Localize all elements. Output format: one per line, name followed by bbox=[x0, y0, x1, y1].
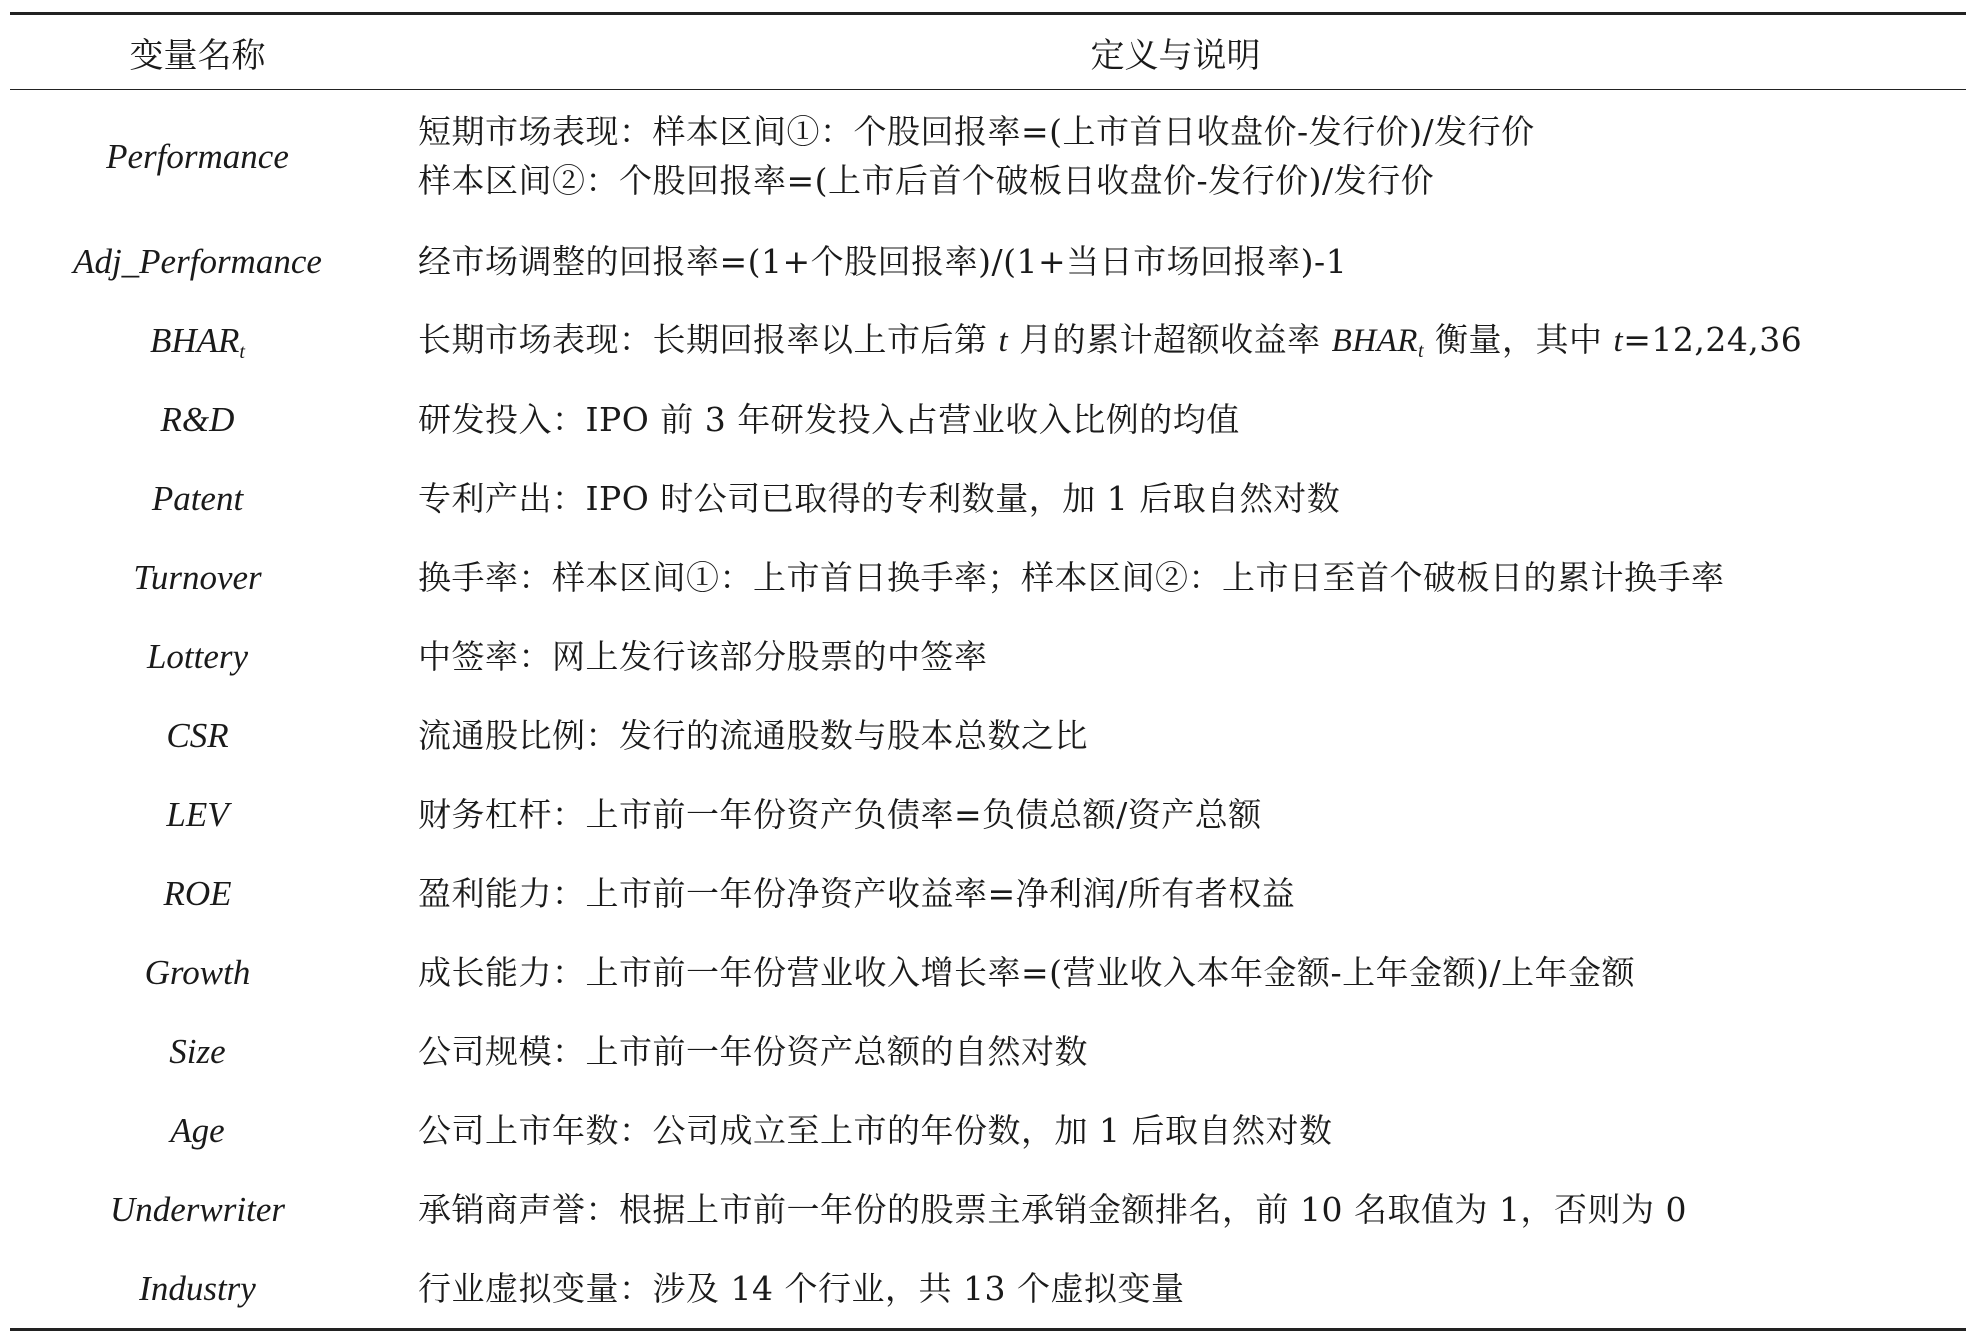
definition-line: 短期市场表现：样本区间①：个股回报率=(上市首日收盘价-发行价)/发行价 bbox=[418, 112, 1535, 151]
table-row bbox=[10, 1012, 1966, 1091]
table-header bbox=[10, 14, 1966, 90]
definition-text: 衡量，其中 bbox=[1424, 320, 1614, 359]
table-row bbox=[10, 538, 1966, 617]
variable-name: Performance bbox=[106, 136, 289, 176]
variable-name: ROE bbox=[163, 874, 232, 913]
variable-name: Turnover bbox=[133, 558, 262, 597]
variable-name: Patent bbox=[151, 479, 244, 518]
variable-definition bbox=[385, 90, 1966, 223]
definition-text: 长期市场表现：长期回报率以上市后第 bbox=[418, 320, 999, 359]
variable-subscript: t bbox=[239, 341, 245, 363]
inline-subscript: t bbox=[1417, 340, 1425, 362]
variable-name: Age bbox=[170, 1111, 225, 1150]
table-row bbox=[10, 222, 1966, 301]
variable-definition bbox=[385, 301, 1966, 380]
inline-variable: t bbox=[1613, 323, 1624, 359]
variable-definition: 中签率：网上发行该部分股票的中签率 bbox=[418, 637, 988, 676]
variable-definition: 盈利能力：上市前一年份净资产收益率=净利润/所有者权益 bbox=[418, 874, 1296, 913]
table bbox=[10, 12, 1966, 1331]
variable-name: Adj_Performance bbox=[73, 242, 322, 281]
table-row bbox=[10, 301, 1966, 380]
table-row bbox=[10, 617, 1966, 696]
table-row bbox=[10, 854, 1966, 933]
table-row bbox=[10, 775, 1966, 854]
variable-definition: 经市场调整的回报率=(1+个股回报率)/(1+当日市场回报率)-1 bbox=[418, 242, 1348, 281]
variable-definition: 流通股比例：发行的流通股数与股本总数之比 bbox=[418, 716, 1088, 755]
variable-definition-table bbox=[10, 12, 1966, 1331]
variable-definition: 公司规模：上市前一年份资产总额的自然对数 bbox=[418, 1032, 1088, 1071]
variable-definition: 公司上市年数：公司成立至上市的年份数，加 1 后取自然对数 bbox=[418, 1111, 1333, 1150]
variable-name: Size bbox=[169, 1032, 226, 1071]
variable-name bbox=[10, 301, 385, 380]
variable-definition: 专利产出：IPO 时公司已取得的专利数量，加 1 后取自然对数 bbox=[418, 479, 1341, 518]
variable-name: R&D bbox=[160, 400, 235, 439]
table-body bbox=[10, 90, 1966, 1330]
table-row bbox=[10, 459, 1966, 538]
table-row bbox=[10, 1091, 1966, 1170]
table-row bbox=[10, 696, 1966, 775]
variable-name: Industry bbox=[139, 1269, 256, 1308]
variable-name: Lottery bbox=[146, 637, 249, 676]
variable-definition: 成长能力：上市前一年份营业收入增长率=(营业收入本年金额-上年金额)/上年金额 bbox=[418, 953, 1636, 992]
variable-definition: 换手率：样本区间①：上市首日换手率；样本区间②：上市日至首个破板日的累计换手率 bbox=[418, 558, 1725, 597]
table-row bbox=[10, 1249, 1966, 1330]
table-row bbox=[10, 1170, 1966, 1249]
variable-definition: 承销商声誉：根据上市前一年份的股票主承销金额排名，前 10 名取值为 1，否则为 0 bbox=[418, 1190, 1687, 1229]
variable-definition: 行业虚拟变量：涉及 14 个行业，共 13 个虚拟变量 bbox=[418, 1269, 1185, 1308]
variable-definition: 研发投入：IPO 前 3 年研发投入占营业收入比例的均值 bbox=[418, 400, 1240, 439]
definition-text: 月的累计超额收益率 bbox=[1008, 320, 1332, 359]
header-row bbox=[10, 14, 1966, 90]
variable-name: Growth bbox=[144, 953, 251, 992]
variable-name: CSR bbox=[166, 716, 229, 755]
table-row bbox=[10, 933, 1966, 1012]
variable-name-text: BHAR bbox=[150, 321, 240, 360]
table-row bbox=[10, 90, 1966, 223]
inline-variable: t bbox=[998, 323, 1009, 359]
variable-name: Underwriter bbox=[110, 1190, 285, 1229]
definition-line: 样本区间②：个股回报率=(上市后首个破板日收盘价-发行价)/发行价 bbox=[418, 161, 1435, 200]
definition-text: =12,24,36 bbox=[1623, 320, 1803, 359]
header-variable-name: 变量名称 bbox=[129, 35, 266, 76]
variable-name: LEV bbox=[166, 795, 229, 834]
variable-definition: 财务杠杆：上市前一年份资产负债率=负债总额/资产总额 bbox=[418, 795, 1262, 834]
table-row bbox=[10, 380, 1966, 459]
header-definition: 定义与说明 bbox=[1090, 35, 1261, 76]
inline-variable: BHAR bbox=[1331, 323, 1418, 359]
